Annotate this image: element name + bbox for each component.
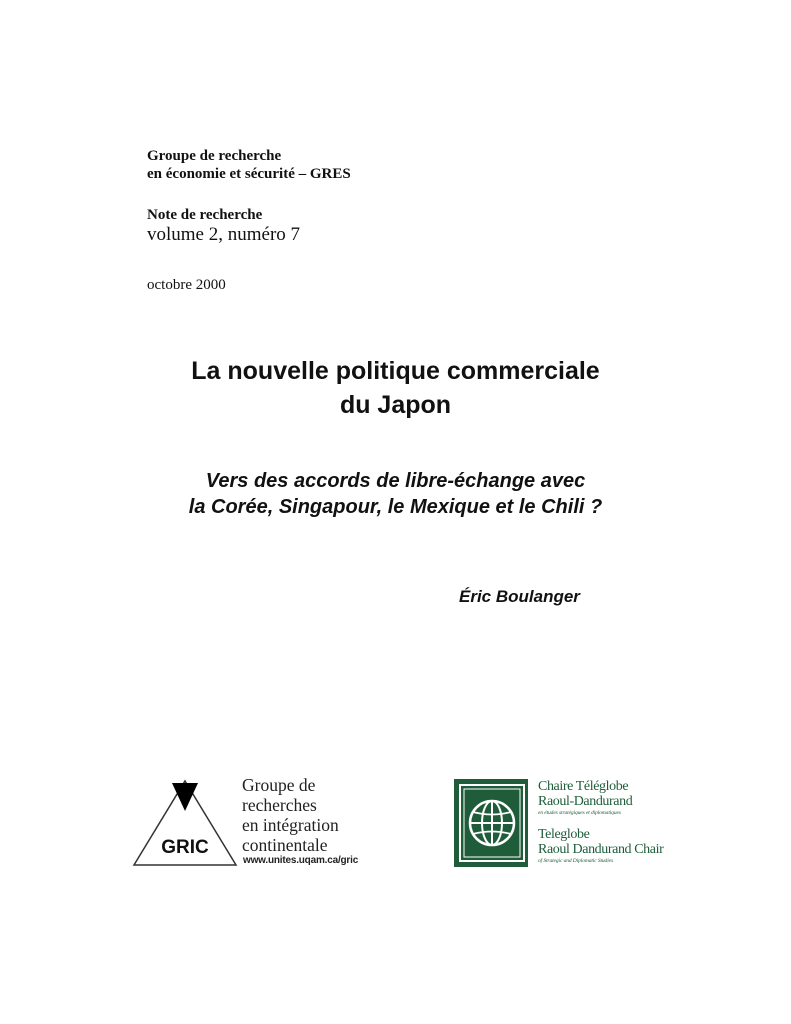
globe-book-icon [452, 777, 532, 869]
gric-line1: Groupe de [242, 775, 316, 795]
note-label: Note de recherche [147, 207, 263, 223]
gric-line2: recherches [242, 795, 317, 815]
publication-date: octobre 2000 [147, 277, 226, 293]
group-name-line1: Groupe de recherche [147, 148, 282, 164]
subtitle-line1: Vers des accords de libre-échange avec [205, 470, 586, 492]
chaire-fr-line2: Raoul-Dandurand [538, 794, 633, 809]
gric-line4: continentale [242, 835, 328, 855]
subtitle-line2: la Corée, Singapour, le Mexique et le Chili ? [188, 496, 603, 518]
chaire-en-subtitle: of Strategic and Diplomatic Studies [538, 858, 614, 864]
gric-mark-text: GRIC [161, 837, 209, 858]
chaire-en-line2: Raoul Dandurand Chair [538, 842, 664, 857]
group-name-line2: en économie et sécurité – GRES [147, 166, 351, 182]
chaire-fr-line1: Chaire Téléglobe [538, 779, 629, 794]
gric-line3: en intégration [242, 815, 339, 835]
gric-url: www.unites.uqam.ca/gric [243, 855, 359, 866]
author-name: Éric Boulanger [459, 587, 580, 606]
gric-triangle-icon [130, 777, 240, 869]
chaire-logo [452, 777, 702, 872]
document-subtitle [0, 468, 791, 520]
title-line1: La nouvelle politique commerciale [191, 357, 600, 385]
chaire-en-line1: Teleglobe [538, 827, 590, 842]
gric-logo [130, 775, 370, 870]
document-title [0, 354, 791, 422]
chaire-fr-subtitle: en études stratégiques et diplomatiques [538, 810, 621, 816]
volume-number: volume 2, numéro 7 [147, 224, 301, 245]
title-line2: du Japon [339, 391, 452, 419]
gric-name [242, 775, 339, 855]
